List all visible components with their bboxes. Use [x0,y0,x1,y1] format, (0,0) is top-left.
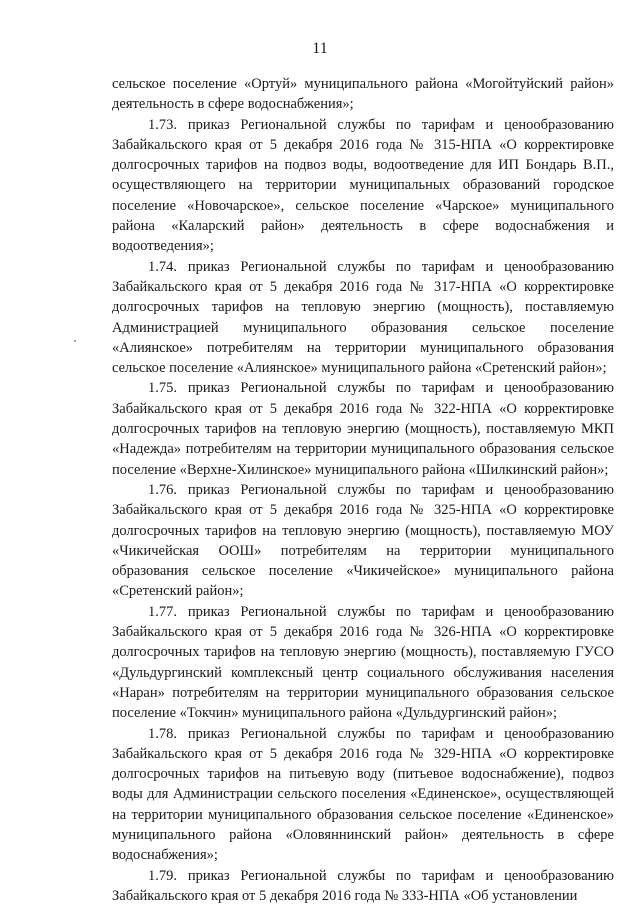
list-item-1-77: 1.77. приказ Региональной службы по тарифам и ценообразованию Забайкальского края от 5 декабря 2016 года № 326-НПА «О корректировке долгосрочных тарифов на тепловую энергию (мощность), поставляемую ГУСО «Дульдургинский комплексный центр социального обслуживания населения «Наран» потребителям на территории муниципального образования сельское поселение «Токчин» муниципального района «Дульдургинский район»; [112,603,614,722]
margin-mark [74,340,76,342]
page-number: 11 [312,40,328,57]
list-item-1-73: 1.73. приказ Региональной службы по тарифам и ценообразованию Забайкальского края от 5 декабря 2016 года № 315-НПА «О корректировке долгосрочных тарифов на подвоз воды, водоотведение для ИП Бондарь В.П., осуществляющего на территории муниципальных образований городское поселение «Новочарское», сельское поселение «Чарское» муниципального района «Каларский район» деятельность в сфере водоснабжения и водоотведения»; [112,116,614,255]
continuation-paragraph: сельское поселение «Ортуй» муниципального района «Могойтуйский район» деятельность в сфере водоснабжения»; [112,76,614,113]
list-item-1-76: 1.76. приказ Региональной службы по тарифам и ценообразованию Забайкальского края от 5 декабря 2016 года № 325-НПА «О корректировке долгосрочных тарифов на тепловую энергию (мощность), поставляемую МОУ «Чикичейская ООШ» потребителям на территории муниципального образования сельское поселение «Чикичейское» муниципального района «Сретенский район»; [112,481,614,600]
list-item-1-75: 1.75. приказ Региональной службы по тарифам и ценообразованию Забайкальского края от 5 декабря 2016 года № 322-НПА «О корректировке долгосрочных тарифов на тепловую энергию (мощность), поставляемую МКП «Надежда» потребителям на территории муниципального образования сельское поселение «Верхне-Хилинское» муниципального района «Шилкинский район»; [112,380,614,478]
list-item-1-74: 1.74. приказ Региональной службы по тарифам и ценообразованию Забайкальского края от 5 декабря 2016 года № 317-НПА «О корректировке долгосрочных тарифов на тепловую энергию (мощность), поставляемую Администрацией муниципального образования сельское поселение «Алиянское» потребителям на территории муниципального образования сельское поселение «Алиянское» муниципального района «Сретенский район»; [112,258,614,377]
document-body [112,74,614,906]
list-item-1-79: 1.79. приказ Региональной службы по тарифам и ценообразованию Забайкальского края от 5 декабря 2016 года № 333-НПА «Об установлении [112,867,614,904]
list-item-1-78: 1.78. приказ Региональной службы по тарифам и ценообразованию Забайкальского края от 5 декабря 2016 года № 329-НПА «О корректировке долгосрочных тарифов на питьевую воду (питьевое водоснабжение), подвоз воды для Администрации сельского поселения «Единенское», осуществляющей на территории муниципального образования сельское поселение «Единенское» муниципального района «Оловяннинский район» деятельность в сфере водоснабжения»; [112,725,614,864]
